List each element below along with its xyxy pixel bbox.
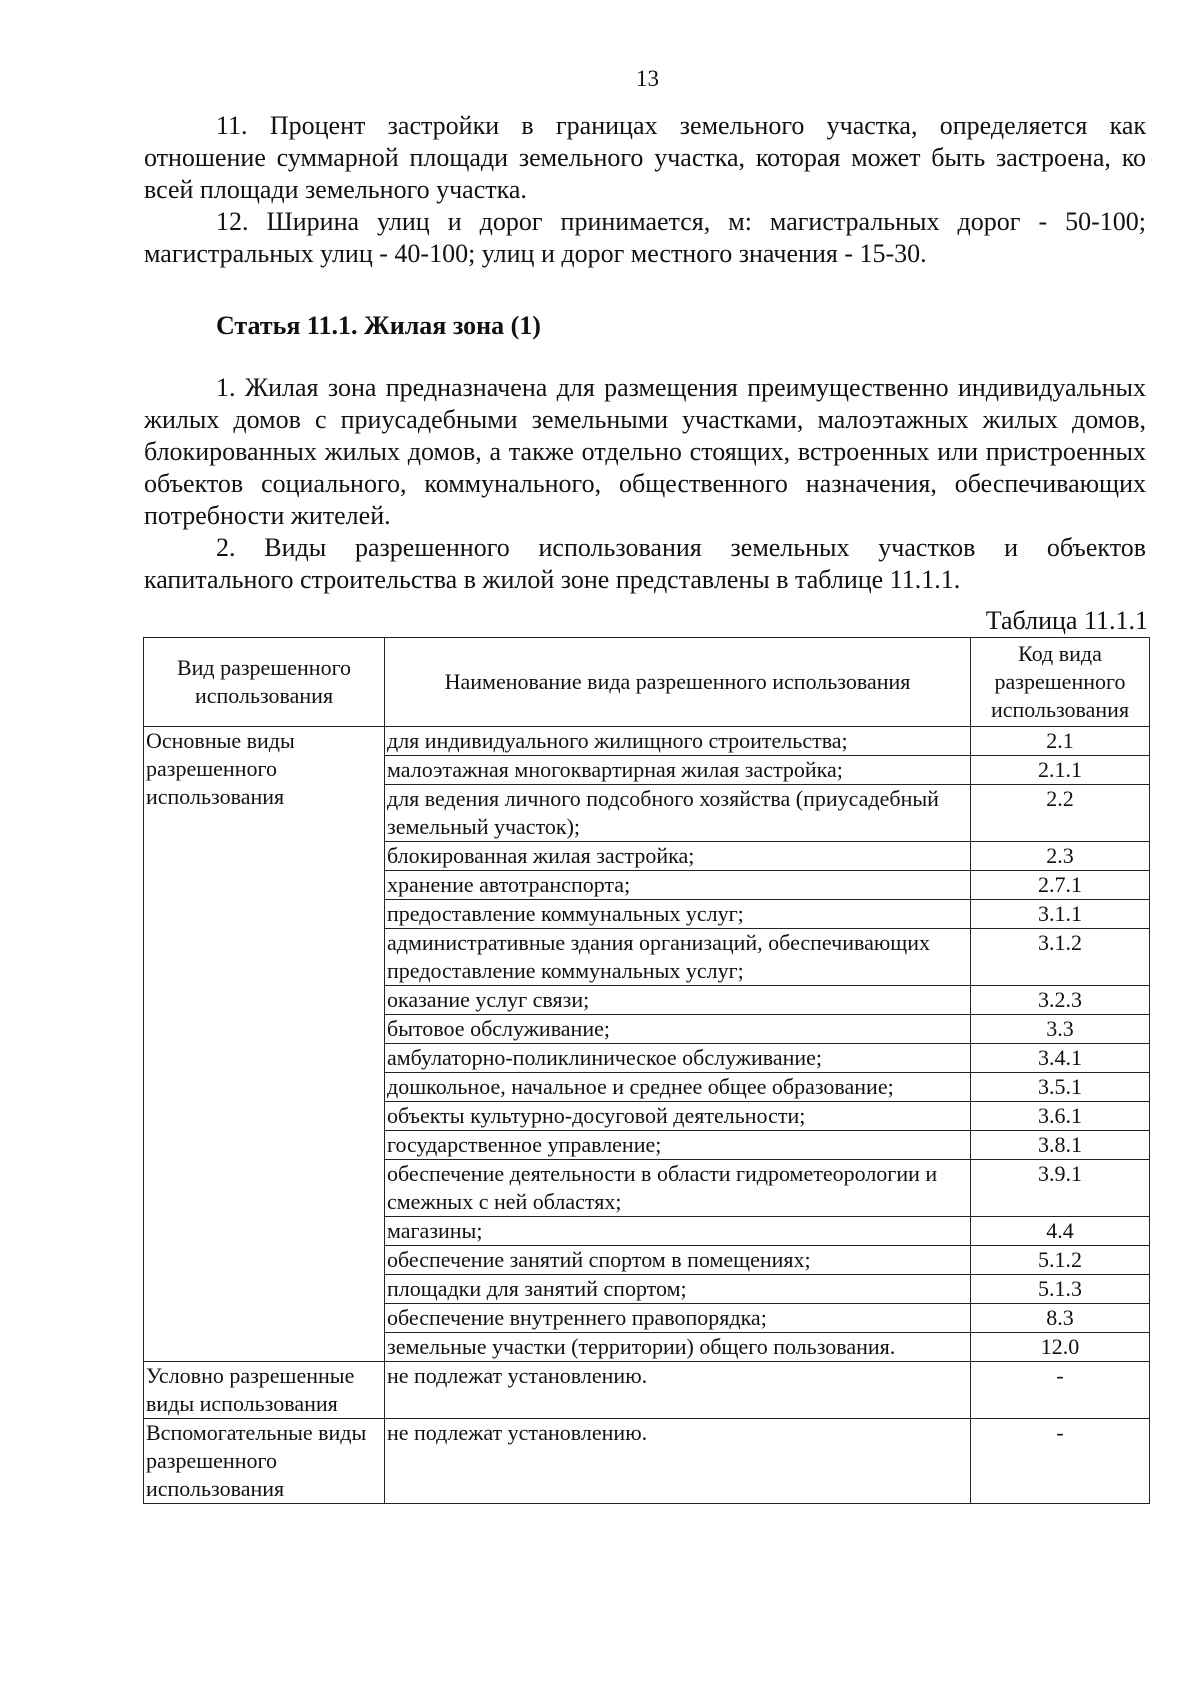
use-name-cell: магазины; [385,1217,971,1246]
article-text-block [144,372,1146,596]
use-code-cell: 2.1.1 [971,756,1150,785]
article-heading: Статья 11.1. Жилая зона (1) [216,311,541,340]
use-name-cell: для ведения личного подсобного хозяйства (приусадебный земельный участок); [385,785,971,842]
table-row-auxiliary [144,1419,1150,1504]
table-caption: Таблица 11.1.1 [985,606,1148,635]
use-code-cell: 5.1.2 [971,1246,1150,1275]
use-code-cell: 3.6.1 [971,1102,1150,1131]
use-code-cell: 8.3 [971,1304,1150,1333]
use-name-cell: для индивидуального жилищного строительства; [385,727,971,756]
use-name-cell: площадки для занятий спортом; [385,1275,971,1304]
main-category-cell: Основные виды разрешенного использования [144,727,385,1362]
use-code-cell: 2.3 [971,842,1150,871]
paragraph-11: 11. Процент застройки в границах земельного участка, определяется как отношение суммарной площади земельного участка, которая может быть застроена, ко всей площади земельного участка. [144,111,1146,204]
use-code-cell: 3.8.1 [971,1131,1150,1160]
use-code-cell: 3.1.1 [971,900,1150,929]
use-name-cell: хранение автотранспорта; [385,871,971,900]
paragraph-12: 12. Ширина улиц и дорог принимается, м: магистральных дорог - 50-100; магистральных улиц - 40-100; улиц и дорог местного значения - 15-30. [144,207,1146,268]
use-name-cell: не подлежат установлению. [385,1419,971,1504]
page-number: 13 [636,66,659,91]
conditional-category-cell: Условно разрешенные виды использования [144,1362,385,1419]
use-name-cell: дошкольное, начальное и среднее общее образование; [385,1073,971,1102]
use-code-cell: 3.1.2 [971,929,1150,986]
use-code-cell: 2.2 [971,785,1150,842]
use-code-cell: 5.1.3 [971,1275,1150,1304]
intro-text-block [144,110,1146,270]
header-use-name: Наименование вида разрешенного использования [385,638,971,727]
use-code-cell: 3.4.1 [971,1044,1150,1073]
use-name-cell: блокированная жилая застройка; [385,842,971,871]
use-name-cell: не подлежат установлению. [385,1362,971,1419]
use-name-cell: земельные участки (территории) общего пользования. [385,1333,971,1362]
use-name-cell: объекты культурно-досуговой деятельности; [385,1102,971,1131]
article-paragraph-2: 2. Виды разрешенного использования земельных участков и объектов капитального строительства в жилой зоне представлены в таблице 11.1.1. [144,533,1146,594]
use-code-cell: 2.7.1 [971,871,1150,900]
use-code-cell: 2.1 [971,727,1150,756]
use-code-cell: 3.3 [971,1015,1150,1044]
use-name-cell: малоэтажная многоквартирная жилая застройка; [385,756,971,785]
auxiliary-category-cell: Вспомогательные виды разрешенного использования [144,1419,385,1504]
use-name-cell: предоставление коммунальных услуг; [385,900,971,929]
header-use-code: Код вида разрешенного использования [971,638,1150,727]
table-row-conditional [144,1362,1150,1419]
use-code-cell: - [971,1419,1150,1504]
use-name-cell: административные здания организаций, обеспечивающих предоставление коммунальных услуг; [385,929,971,986]
use-code-cell: 3.2.3 [971,986,1150,1015]
land-use-table [143,637,1150,1504]
table-body [144,727,1150,1504]
header-use-type: Вид разрешенного использования [144,638,385,727]
table-header-row [144,638,1150,727]
use-code-cell: 4.4 [971,1217,1150,1246]
use-name-cell: обеспечение деятельности в области гидрометеорологии и смежных с ней областях; [385,1160,971,1217]
use-code-cell: 3.5.1 [971,1073,1150,1102]
use-name-cell: государственное управление; [385,1131,971,1160]
use-name-cell: бытовое обслуживание; [385,1015,971,1044]
use-name-cell: оказание услуг связи; [385,986,971,1015]
article-paragraph-1: 1. Жилая зона предназначена для размещения преимущественно индивидуальных жилых домов с приусадебными земельными участками, малоэтажных жилых домов, блокированных жилых домов, а также отдельно стоящих, встроенных или пристроенных объектов социального, коммунального, общественного назначения, обеспечивающих потребности жителей. [144,373,1146,530]
use-name-cell: амбулаторно-поликлиническое обслуживание; [385,1044,971,1073]
use-name-cell: обеспечение внутреннего правопорядка; [385,1304,971,1333]
use-code-cell: 3.9.1 [971,1160,1150,1217]
use-code-cell: - [971,1362,1150,1419]
use-name-cell: обеспечение занятий спортом в помещениях; [385,1246,971,1275]
table-row [144,727,1150,756]
use-code-cell: 12.0 [971,1333,1150,1362]
